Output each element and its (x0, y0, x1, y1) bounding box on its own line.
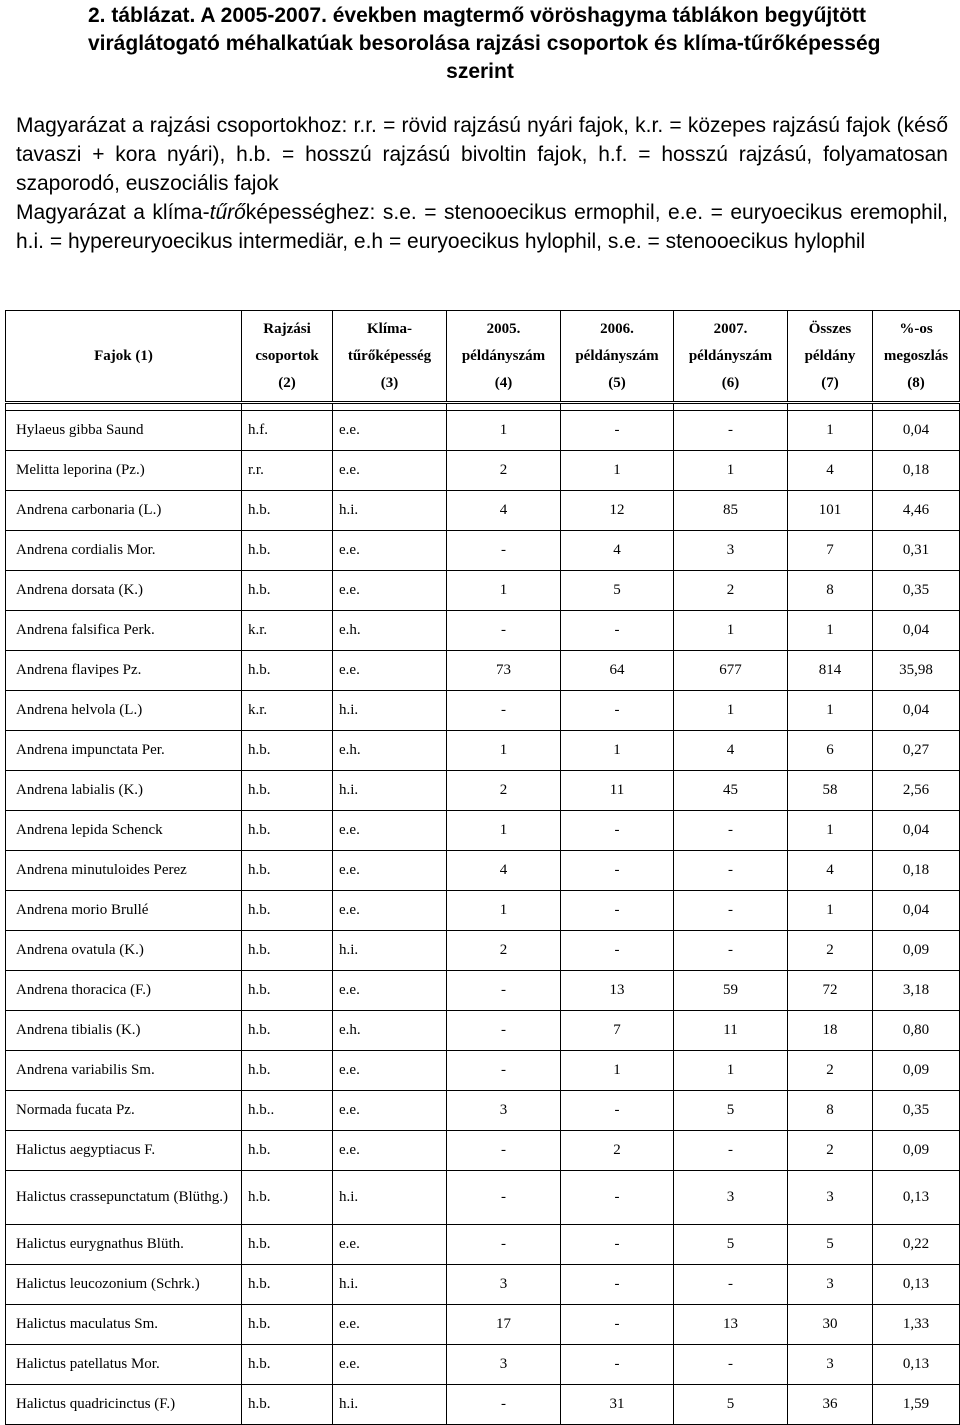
cell-species: Halictus crassepunctatum (Blüthg.) (6, 1171, 242, 1225)
header-line: (5) (608, 374, 626, 391)
table-row (6, 1091, 960, 1131)
table-row (6, 1131, 960, 1171)
cell-count-2006: - (561, 851, 674, 891)
cell-rajzasi-csoport: h.b. (242, 891, 333, 931)
cell-total: 814 (788, 651, 873, 691)
cell-klima-turokepesseg: e.e. (333, 1345, 447, 1385)
cell-count-2007: 5 (674, 1091, 788, 1131)
spacer-cell (333, 403, 447, 411)
cell-total: 58 (788, 771, 873, 811)
cell-klima-turokepesseg: e.e. (333, 1051, 447, 1091)
header-line: példányszám (688, 347, 773, 364)
cell-species: Halictus eurygnathus Blüth. (6, 1225, 242, 1265)
legend-rajzasi: Magyarázat a rajzási csoportokhoz: r.r. = rövid rajzású nyári fajok, k.r. = közepes rajzású fajok (késő tavaszi + kora nyári), h.b. = hosszú rajzású bivoltin fajok, h.f. = hosszú rajzású, folyamatosan szaporodó, euszociális fajok (16, 114, 948, 195)
header-line: Összes (808, 320, 852, 337)
legend (16, 111, 948, 256)
cell-species: Andrena variabilis Sm. (6, 1051, 242, 1091)
cell-count-2006: - (561, 931, 674, 971)
cell-count-2006: - (561, 1091, 674, 1131)
spacer-row (6, 403, 960, 411)
cell-count-2005: 1 (447, 411, 561, 451)
cell-percent: 0,13 (873, 1171, 960, 1225)
table-row (6, 1265, 960, 1305)
cell-klima-turokepesseg: h.i. (333, 1171, 447, 1225)
cell-percent: 0,09 (873, 1131, 960, 1171)
header-line: (6) (721, 374, 740, 391)
cell-total: 18 (788, 1011, 873, 1051)
cell-count-2007: 1 (674, 451, 788, 491)
header-col-5 (561, 311, 674, 403)
cell-count-2006: - (561, 1171, 674, 1225)
cell-total: 4 (788, 451, 873, 491)
cell-rajzasi-csoport: h.b. (242, 1345, 333, 1385)
table-row (6, 1051, 960, 1091)
header-col-2 (242, 311, 333, 403)
cell-count-2006: 2 (561, 1131, 674, 1171)
cell-count-2007: 5 (674, 1385, 788, 1425)
cell-count-2005: 2 (447, 771, 561, 811)
cell-percent: 0,13 (873, 1345, 960, 1385)
cell-species: Normada fucata Pz. (6, 1091, 242, 1131)
header-line: 2006. (600, 320, 634, 337)
cell-species: Andrena ovatula (K.) (6, 931, 242, 971)
cell-count-2007: 677 (674, 651, 788, 691)
cell-count-2006: 13 (561, 971, 674, 1011)
cell-count-2006: 11 (561, 771, 674, 811)
cell-total: 2 (788, 1131, 873, 1171)
table-body (6, 403, 960, 1425)
cell-percent: 0,04 (873, 411, 960, 451)
header-line: (4) (494, 374, 513, 391)
cell-percent: 0,09 (873, 931, 960, 971)
cell-klima-turokepesseg: e.e. (333, 971, 447, 1011)
table-row (6, 691, 960, 731)
header-line: 2005. (486, 320, 521, 337)
cell-species: Halictus patellatus Mor. (6, 1345, 242, 1385)
table-row (6, 1345, 960, 1385)
cell-klima-turokepesseg: e.e. (333, 851, 447, 891)
cell-species: Andrena cordialis Mor. (6, 531, 242, 571)
cell-count-2006: 5 (561, 571, 674, 611)
cell-count-2007: 3 (674, 531, 788, 571)
cell-count-2005: - (447, 1131, 561, 1171)
table-row (6, 851, 960, 891)
cell-count-2007: 1 (674, 1051, 788, 1091)
cell-percent: 0,22 (873, 1225, 960, 1265)
cell-total: 1 (788, 891, 873, 931)
cell-species: Andrena carbonaria (L.) (6, 491, 242, 531)
cell-count-2007: 11 (674, 1011, 788, 1051)
cell-count-2005: 1 (447, 811, 561, 851)
cell-klima-turokepesseg: e.e. (333, 891, 447, 931)
cell-species: Andrena minutuloides Perez (6, 851, 242, 891)
spacer-cell (873, 403, 960, 411)
table-row (6, 891, 960, 931)
header-col-7 (788, 311, 873, 403)
cell-count-2006: - (561, 1225, 674, 1265)
cell-rajzasi-csoport: r.r. (242, 451, 333, 491)
cell-rajzasi-csoport: h.b. (242, 1305, 333, 1345)
cell-klima-turokepesseg: e.e. (333, 1225, 447, 1265)
cell-count-2007: - (674, 1345, 788, 1385)
cell-rajzasi-csoport: h.b. (242, 931, 333, 971)
cell-rajzasi-csoport: h.b. (242, 491, 333, 531)
header-line: példányszám (575, 347, 659, 364)
cell-count-2007: 1 (674, 611, 788, 651)
cell-klima-turokepesseg: e.e. (333, 451, 447, 491)
cell-klima-turokepesseg: e.e. (333, 1091, 447, 1131)
cell-percent: 0,04 (873, 691, 960, 731)
cell-count-2007: 2 (674, 571, 788, 611)
cell-total: 101 (788, 491, 873, 531)
header-line (6, 370, 241, 397)
cell-total: 8 (788, 571, 873, 611)
cell-percent: 0,35 (873, 571, 960, 611)
cell-species: Andrena morio Brullé (6, 891, 242, 931)
cell-klima-turokepesseg: e.e. (333, 1131, 447, 1171)
table-row (6, 1385, 960, 1425)
cell-rajzasi-csoport: h.b.. (242, 1091, 333, 1131)
cell-count-2007: 85 (674, 491, 788, 531)
cell-count-2005: 3 (447, 1345, 561, 1385)
header-line: megoszlás (883, 347, 949, 364)
cell-rajzasi-csoport: h.b. (242, 731, 333, 771)
cell-rajzasi-csoport: h.b. (242, 571, 333, 611)
cell-count-2007: - (674, 1265, 788, 1305)
table-row (6, 811, 960, 851)
cell-percent: 0,80 (873, 1011, 960, 1051)
header-col-4 (447, 311, 561, 403)
cell-species: Andrena falsifica Perk. (6, 611, 242, 651)
title-line-3: szerint (446, 60, 514, 83)
cell-count-2005: 1 (447, 891, 561, 931)
cell-count-2006: 1 (561, 731, 674, 771)
cell-percent: 0,04 (873, 891, 960, 931)
legend-klima-a: Magyarázat a klíma- (16, 201, 210, 224)
cell-count-2006: 1 (561, 451, 674, 491)
cell-count-2006: - (561, 691, 674, 731)
spacer-cell (447, 403, 561, 411)
species-table (5, 310, 960, 1425)
table-row (6, 451, 960, 491)
cell-count-2007: 45 (674, 771, 788, 811)
cell-klima-turokepesseg: h.i. (333, 491, 447, 531)
cell-species: Andrena thoracica (F.) (6, 971, 242, 1011)
cell-count-2007: - (674, 411, 788, 451)
cell-count-2006: - (561, 1345, 674, 1385)
table-row (6, 971, 960, 1011)
cell-count-2007: - (674, 891, 788, 931)
header-col-1 (6, 311, 242, 403)
table-row (6, 1305, 960, 1345)
cell-percent: 1,33 (873, 1305, 960, 1345)
header-line: Klíma- (367, 320, 412, 337)
cell-total: 2 (788, 1051, 873, 1091)
legend-klima-b: képességhez: s.e. = stenooecikus ermophil, e.e. = euryoecikus eremophil, h.i. = hypereuryoecikus intermediär, e.h = euryoecikus hylophil, s.e. = stenooecikus hylophil (16, 201, 948, 253)
table-row (6, 531, 960, 571)
cell-count-2005: - (447, 1171, 561, 1225)
cell-total: 36 (788, 1385, 873, 1425)
cell-species: Halictus quadricinctus (F.) (6, 1385, 242, 1425)
cell-species: Hylaeus gibba Saund (6, 411, 242, 451)
cell-count-2007: 1 (674, 691, 788, 731)
table-title (0, 2, 960, 86)
cell-rajzasi-csoport: h.b. (242, 1385, 333, 1425)
table-row (6, 571, 960, 611)
title-line-2: viráglátogató méhalkatúak besorolása rajzási csoportok és klíma-tűrőképesség (88, 32, 881, 55)
cell-count-2005: - (447, 971, 561, 1011)
cell-count-2006: 31 (561, 1385, 674, 1425)
cell-species: Andrena flavipes Pz. (6, 651, 242, 691)
header-line: Rajzási (263, 320, 311, 337)
cell-count-2007: - (674, 851, 788, 891)
table-row (6, 491, 960, 531)
cell-count-2005: - (447, 1051, 561, 1091)
cell-total: 3 (788, 1345, 873, 1385)
cell-count-2007: 59 (674, 971, 788, 1011)
cell-klima-turokepesseg: h.i. (333, 771, 447, 811)
table-row (6, 771, 960, 811)
cell-count-2005: - (447, 1225, 561, 1265)
cell-percent: 1,59 (873, 1385, 960, 1425)
cell-klima-turokepesseg: e.e. (333, 1305, 447, 1345)
header-row (6, 311, 960, 403)
cell-count-2006: - (561, 1305, 674, 1345)
header-line (6, 316, 241, 343)
cell-count-2006: 4 (561, 531, 674, 571)
cell-count-2006: 12 (561, 491, 674, 531)
cell-count-2006: - (561, 1265, 674, 1305)
legend-klima-italic: tűrő (209, 201, 246, 224)
cell-klima-turokepesseg: e.h. (333, 731, 447, 771)
cell-total: 4 (788, 851, 873, 891)
cell-rajzasi-csoport: h.b. (242, 771, 333, 811)
cell-count-2005: - (447, 611, 561, 651)
cell-species: Andrena dorsata (K.) (6, 571, 242, 611)
cell-rajzasi-csoport: k.r. (242, 611, 333, 651)
header-col-8 (873, 311, 960, 403)
cell-klima-turokepesseg: e.e. (333, 531, 447, 571)
cell-klima-turokepesseg: e.e. (333, 571, 447, 611)
cell-count-2005: - (447, 1385, 561, 1425)
cell-count-2005: 1 (447, 731, 561, 771)
cell-rajzasi-csoport: h.b. (242, 651, 333, 691)
header-line: (3) (380, 374, 399, 391)
cell-percent: 4,46 (873, 491, 960, 531)
cell-total: 8 (788, 1091, 873, 1131)
cell-count-2005: 4 (447, 851, 561, 891)
cell-species: Andrena lepida Schenck (6, 811, 242, 851)
table-row (6, 611, 960, 651)
cell-species: Melitta leporina (Pz.) (6, 451, 242, 491)
header-line: tűrőképesség (347, 347, 432, 364)
header-line: (7) (821, 374, 839, 391)
cell-total: 7 (788, 531, 873, 571)
cell-total: 1 (788, 611, 873, 651)
cell-species: Andrena tibialis (K.) (6, 1011, 242, 1051)
header-line: Fajok (1) (94, 347, 153, 364)
cell-count-2007: 3 (674, 1171, 788, 1225)
cell-percent: 3,18 (873, 971, 960, 1011)
cell-rajzasi-csoport: h.b. (242, 971, 333, 1011)
table-row (6, 1171, 960, 1225)
spacer-cell (242, 403, 333, 411)
cell-count-2006: 1 (561, 1051, 674, 1091)
cell-species: Andrena labialis (K.) (6, 771, 242, 811)
cell-percent: 35,98 (873, 651, 960, 691)
cell-count-2005: - (447, 691, 561, 731)
cell-count-2007: - (674, 811, 788, 851)
cell-species: Halictus leucozonium (Schrk.) (6, 1265, 242, 1305)
header-line: (2) (278, 374, 296, 391)
cell-count-2007: 4 (674, 731, 788, 771)
cell-rajzasi-csoport: h.b. (242, 811, 333, 851)
cell-count-2007: - (674, 931, 788, 971)
cell-species: Halictus maculatus Sm. (6, 1305, 242, 1345)
cell-total: 3 (788, 1171, 873, 1225)
cell-count-2007: - (674, 1131, 788, 1171)
cell-count-2006: - (561, 811, 674, 851)
header-line: %-os (899, 320, 933, 337)
table-row (6, 731, 960, 771)
cell-total: 6 (788, 731, 873, 771)
cell-species: Andrena helvola (L.) (6, 691, 242, 731)
cell-klima-turokepesseg: h.i. (333, 1385, 447, 1425)
cell-rajzasi-csoport: h.b. (242, 1171, 333, 1225)
cell-count-2005: 3 (447, 1091, 561, 1131)
cell-rajzasi-csoport: h.b. (242, 1011, 333, 1051)
cell-total: 3 (788, 1265, 873, 1305)
cell-rajzasi-csoport: h.f. (242, 411, 333, 451)
cell-klima-turokepesseg: e.e. (333, 411, 447, 451)
cell-rajzasi-csoport: k.r. (242, 691, 333, 731)
spacer-cell (788, 403, 873, 411)
cell-total: 1 (788, 691, 873, 731)
cell-rajzasi-csoport: h.b. (242, 1225, 333, 1265)
spacer-cell (674, 403, 788, 411)
cell-count-2005: 17 (447, 1305, 561, 1345)
cell-count-2007: 13 (674, 1305, 788, 1345)
header-line: csoportok (255, 347, 319, 364)
spacer-cell (6, 403, 242, 411)
cell-percent: 0,04 (873, 611, 960, 651)
cell-total: 1 (788, 811, 873, 851)
cell-percent: 0,18 (873, 451, 960, 491)
cell-rajzasi-csoport: h.b. (242, 1131, 333, 1171)
cell-count-2005: 4 (447, 491, 561, 531)
spacer-cell (561, 403, 674, 411)
table-row (6, 411, 960, 451)
cell-count-2005: 3 (447, 1265, 561, 1305)
cell-total: 72 (788, 971, 873, 1011)
cell-rajzasi-csoport: h.b. (242, 1051, 333, 1091)
header-line: példányszám (461, 347, 546, 364)
cell-klima-turokepesseg: h.i. (333, 1265, 447, 1305)
table-row (6, 931, 960, 971)
cell-percent: 0,18 (873, 851, 960, 891)
cell-species: Halictus aegyptiacus F. (6, 1131, 242, 1171)
cell-total: 5 (788, 1225, 873, 1265)
cell-klima-turokepesseg: h.i. (333, 691, 447, 731)
cell-total: 1 (788, 411, 873, 451)
cell-rajzasi-csoport: h.b. (242, 1265, 333, 1305)
cell-klima-turokepesseg: e.h. (333, 1011, 447, 1051)
cell-klima-turokepesseg: e.e. (333, 651, 447, 691)
cell-count-2005: 1 (447, 571, 561, 611)
cell-percent: 0,35 (873, 1091, 960, 1131)
cell-percent: 2,56 (873, 771, 960, 811)
header-line: 2007. (713, 320, 748, 337)
cell-percent: 0,13 (873, 1265, 960, 1305)
legend-klima (16, 198, 948, 256)
cell-count-2005: - (447, 1011, 561, 1051)
cell-count-2006: - (561, 891, 674, 931)
cell-rajzasi-csoport: h.b. (242, 531, 333, 571)
cell-count-2006: 7 (561, 1011, 674, 1051)
cell-percent: 0,09 (873, 1051, 960, 1091)
header-col-3 (333, 311, 447, 403)
cell-percent: 0,31 (873, 531, 960, 571)
cell-count-2006: 64 (561, 651, 674, 691)
cell-percent: 0,27 (873, 731, 960, 771)
cell-total: 2 (788, 931, 873, 971)
cell-klima-turokepesseg: e.e. (333, 811, 447, 851)
title-line-1: 2. táblázat. A 2005-2007. években magtermő vöröshagyma táblákon begyűjtött (88, 4, 867, 27)
cell-rajzasi-csoport: h.b. (242, 851, 333, 891)
cell-count-2005: 2 (447, 451, 561, 491)
cell-species: Andrena impunctata Per. (6, 731, 242, 771)
cell-count-2005: 2 (447, 931, 561, 971)
cell-total: 30 (788, 1305, 873, 1345)
cell-count-2006: - (561, 411, 674, 451)
cell-count-2005: - (447, 531, 561, 571)
header-line: példány (804, 347, 856, 364)
cell-klima-turokepesseg: h.i. (333, 931, 447, 971)
cell-count-2005: 73 (447, 651, 561, 691)
header-line: (8) (907, 374, 925, 391)
table-row (6, 651, 960, 691)
cell-count-2006: - (561, 611, 674, 651)
table-row (6, 1011, 960, 1051)
header-col-6 (674, 311, 788, 403)
cell-count-2007: 5 (674, 1225, 788, 1265)
table-row (6, 1225, 960, 1265)
cell-percent: 0,04 (873, 811, 960, 851)
cell-klima-turokepesseg: e.h. (333, 611, 447, 651)
